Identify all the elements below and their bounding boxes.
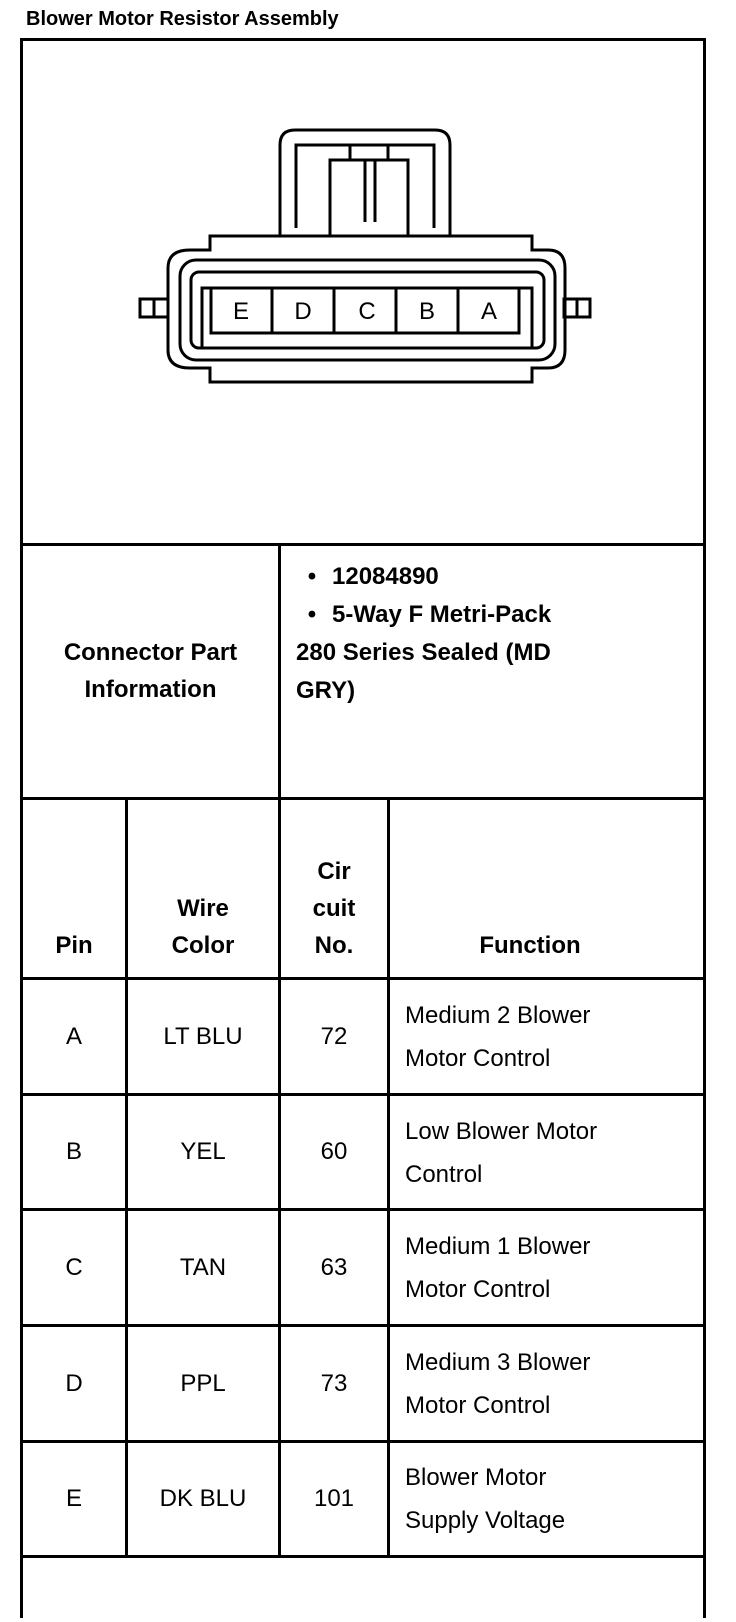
- function-cell: [405, 1110, 597, 1196]
- function-line: Control: [405, 1161, 483, 1188]
- function-cell: [405, 1456, 565, 1542]
- pin-label: A: [480, 298, 498, 325]
- function-cell: [405, 994, 590, 1080]
- connector-info-label: [23, 634, 278, 708]
- function-line: Motor Control: [405, 1276, 551, 1303]
- function-cell: [405, 1341, 590, 1427]
- header-text: Color: [171, 932, 235, 959]
- header-text: Function: [479, 932, 581, 959]
- wire-color-cell: TAN: [179, 1253, 227, 1281]
- header-text: Cir: [317, 858, 351, 885]
- pin-label: D: [294, 298, 312, 325]
- header-pin: [23, 927, 125, 964]
- label-line: Connector Part: [63, 639, 238, 666]
- header-text: Pin: [55, 932, 93, 959]
- wire-color-cell: YEL: [180, 1138, 226, 1165]
- divider: [387, 797, 390, 1558]
- connector-description: GRY): [296, 677, 356, 704]
- function-line: Low Blower Motor: [405, 1118, 598, 1145]
- header-wire-color: [128, 890, 278, 964]
- pin-label: C: [358, 298, 376, 325]
- function-line: Motor Control: [405, 1045, 551, 1072]
- circuit-cell: 63: [320, 1253, 348, 1281]
- divider: [278, 543, 281, 800]
- divider: [20, 1555, 706, 1558]
- header-text: cuit: [312, 895, 356, 922]
- circuit-cell: 73: [320, 1369, 348, 1397]
- pin-cell: B: [65, 1138, 82, 1165]
- wire-color-cell: DK BLU: [159, 1485, 247, 1512]
- circuit-cell: 101: [313, 1485, 355, 1512]
- header-function: [390, 927, 670, 964]
- function-line: Blower Motor: [405, 1464, 547, 1491]
- pin-label: B: [418, 298, 436, 325]
- bullet: •: [307, 563, 317, 590]
- function-line: Medium 1 Blower: [405, 1233, 591, 1260]
- function-cell: [405, 1225, 590, 1311]
- bullet: •: [307, 601, 317, 628]
- connector-description: 5-Way F Metri-Pack: [332, 601, 552, 628]
- label-line: Information: [84, 676, 217, 703]
- circuit-cell: 72: [320, 1022, 348, 1050]
- part-number: 12084890: [332, 563, 439, 590]
- function-line: Motor Control: [405, 1392, 551, 1419]
- pin-cell: A: [65, 1022, 82, 1050]
- function-line: Supply Voltage: [405, 1507, 566, 1534]
- pin-cell: C: [65, 1253, 83, 1281]
- connector-info-details: [296, 558, 626, 710]
- page-title: Blower Motor Resistor Assembly: [26, 8, 339, 30]
- header-text: Wire: [177, 895, 229, 922]
- wire-color-cell: PPL: [180, 1369, 226, 1397]
- divider: [20, 797, 706, 800]
- function-line: Medium 3 Blower: [405, 1349, 591, 1376]
- header-text: No.: [314, 932, 354, 959]
- function-line: Medium 2 Blower: [405, 1002, 591, 1029]
- wire-color-cell: LT BLU: [163, 1022, 243, 1050]
- connector-diagram: [0, 0, 736, 545]
- connector-description: 280 Series Sealed (MD: [296, 639, 551, 666]
- pin-cell: E: [65, 1485, 82, 1512]
- pin-label: E: [232, 298, 250, 325]
- header-circuit: [281, 853, 387, 964]
- circuit-cell: 60: [320, 1138, 348, 1165]
- pin-cell: D: [65, 1369, 83, 1397]
